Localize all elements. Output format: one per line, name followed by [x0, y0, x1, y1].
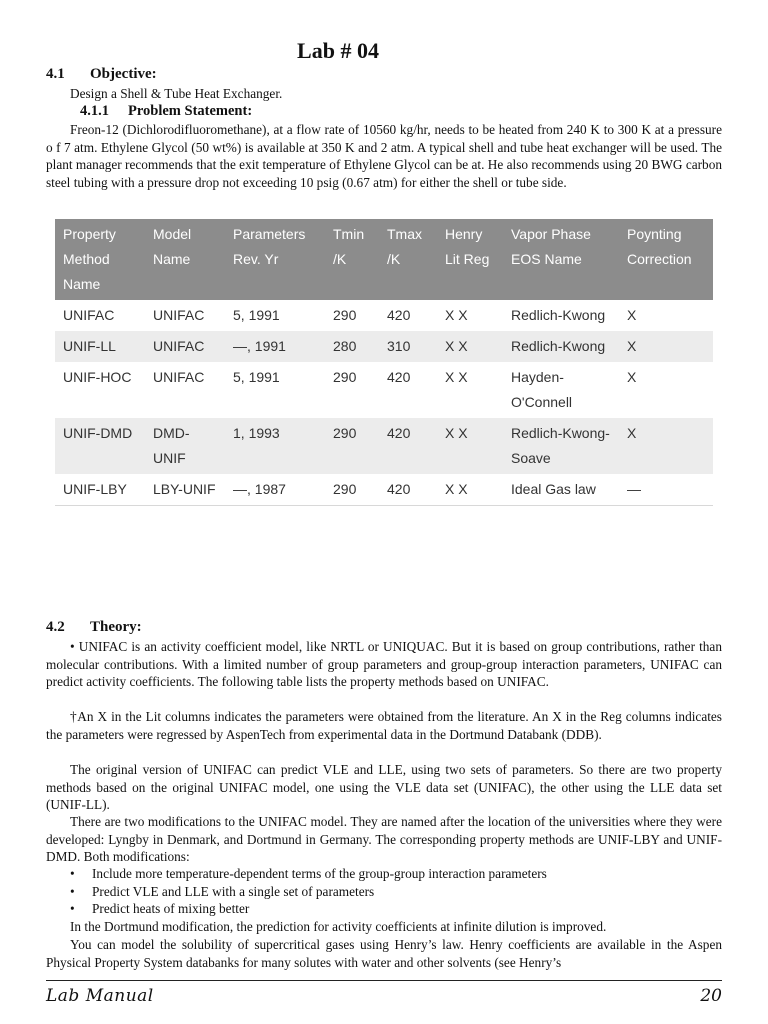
header-tmin: Tmin /K	[325, 219, 379, 300]
list-item: • Predict heats of mixing better	[68, 900, 722, 918]
cell-poynting: —	[619, 474, 713, 506]
cell-poynting: X	[627, 369, 637, 385]
cell-tmin: 290	[333, 307, 357, 323]
cell-tmax: 420	[379, 474, 437, 506]
cell-eos-link[interactable]: Redlich-Kwong-Soave	[503, 418, 619, 474]
objective-text: Design a Shell & Tube Heat Exchanger.	[70, 86, 283, 101]
objective-heading	[46, 66, 157, 83]
problem-title: Problem Statement:	[128, 103, 253, 119]
cell-henry: X X	[445, 369, 468, 385]
table-header-row	[55, 219, 713, 300]
header-tmax: Tmax /K	[379, 219, 437, 300]
cell-tmax: 420	[379, 418, 437, 474]
cell-poynting: X	[627, 307, 637, 323]
header-property-method: Property Method Name	[55, 219, 145, 300]
cell-method: UNIF-HOC	[63, 369, 132, 385]
header-poynting: Poynting Correction	[619, 219, 713, 300]
cell-poynting: X	[619, 331, 713, 362]
cell-model: UNIFAC	[153, 369, 205, 385]
theory-number: 4.2	[46, 619, 65, 635]
theory-title: Theory:	[90, 619, 142, 635]
footer-manual-label: Lab Manual	[46, 986, 154, 1006]
problem-text: Freon-12 (Dichlorodifluoromethane), at a flow rate of 10560 kg/hr, needs to be heated from 240 K to 300 K at a pressure o f 7 atm. Ethylene Glycol (50 wt%) is available at 350 K and 2 atm. A typical shell and tube heat exchanger will be used. The plant manager recommends that the exit temperature of Ethylene Glycol can be at. He also recommends using 20 BWG carbon steel tubing with a pressure drop not exceeding 10 psig (0.67 atm) for either the shell or tube side.	[46, 122, 722, 190]
list-item: • Include more temperature-dependent terms of the group-group interaction parameters	[68, 865, 722, 883]
theory-paragraph-4: There are two modifications to the UNIFAC model. They are named after the location of the universities where they were developed: Lyngby in Denmark, and Dortmund in Germany. The corresponding property methods are UNIF-LBY and UNIF-DMD. Both modifications:	[46, 814, 722, 864]
cell-henry: X X	[437, 474, 503, 506]
page-number: 20	[700, 986, 722, 1006]
cell-params: 1, 1993	[225, 418, 325, 474]
table-body	[55, 300, 713, 506]
table-row	[55, 418, 713, 474]
theory-paragraph-6: You can model the solubility of supercritical gases using Henry’s law. Henry coefficients are available in the Aspen Physical Property System databanks for many solutes with water and other solvents (see Henry’s	[46, 937, 722, 970]
cell-tmax: 310	[379, 331, 437, 362]
objective-title: Objective:	[90, 66, 157, 82]
table-row	[55, 300, 713, 331]
cell-tmin: 280	[325, 331, 379, 362]
cell-henry: X X	[445, 307, 468, 323]
table-row	[55, 331, 713, 362]
cell-params: 5, 1991	[233, 369, 280, 385]
cell-model: LBY-UNIF	[145, 474, 225, 506]
theory-paragraph-3: The original version of UNIFAC can predict VLE and LLE, using two sets of parameters. So there are two property methods based on the original UNIFAC model, one using the VLE data set (UNIFAC), the other using the LLE data set (UNIF-LL).	[46, 762, 722, 812]
problem-heading	[80, 103, 252, 120]
cell-method: UNIF-LL	[55, 331, 145, 362]
cell-henry: X X	[437, 331, 503, 362]
cell-eos: Redlich-Kwong	[503, 331, 619, 362]
cell-model: UNIFAC	[145, 331, 225, 362]
table-row	[55, 474, 713, 506]
page-title: Lab # 04	[297, 38, 379, 63]
cell-model: UNIFAC	[153, 307, 205, 323]
header-vapor-phase: Vapor Phase EOS Name	[503, 219, 619, 300]
cell-eos-link[interactable]: Ideal Gas law	[503, 474, 619, 506]
cell-model: DMD-UNIF	[145, 418, 225, 474]
theory-paragraph-5: In the Dortmund modification, the prediction for activity coefficients at infinite dilution is improved.	[70, 919, 607, 934]
footer-divider	[46, 980, 722, 981]
cell-method: UNIF-DMD	[55, 418, 145, 474]
cell-tmin: 290	[333, 369, 357, 385]
header-henry: Henry Lit Reg	[437, 219, 503, 300]
cell-method: UNIF-LBY	[55, 474, 145, 506]
modifications-list	[68, 865, 722, 918]
header-model-name: Model Name	[145, 219, 225, 300]
theory-paragraph-2: †An X in the Lit columns indicates the parameters were obtained from the literature. An X in the Reg columns indicates the parameters were regressed by AspenTech from experimental data in the Dortmund Databank (DDB).	[46, 709, 722, 742]
cell-eos-link[interactable]: Redlich-Kwong	[511, 307, 606, 323]
cell-tmin: 290	[325, 474, 379, 506]
cell-poynting: X	[619, 418, 713, 474]
cell-params: —, 1987	[225, 474, 325, 506]
cell-params: 5, 1991	[233, 307, 280, 323]
cell-eos-link[interactable]: Hayden-O'Connell	[511, 369, 573, 410]
header-parameters: Parameters Rev. Yr	[225, 219, 325, 300]
cell-tmax: 420	[387, 369, 411, 385]
cell-henry: X X	[437, 418, 503, 474]
objective-number: 4.1	[46, 66, 65, 82]
cell-method: UNIFAC	[63, 307, 115, 323]
list-item: • Predict VLE and LLE with a single set of parameters	[68, 883, 722, 901]
table-row	[55, 362, 713, 418]
cell-tmin: 290	[325, 418, 379, 474]
cell-params: —, 1991	[225, 331, 325, 362]
problem-number: 4.1.1	[80, 103, 109, 119]
theory-paragraph-1: • UNIFAC is an activity coefficient model, like NRTL or UNIQUAC. But it is based on group contributions, rather than molecular contributions. With a limited number of group parameters and group-group interaction parameters, UNIFAC can predict activity coefficients. The following table lists the property methods based on UNIFAC.	[46, 639, 722, 689]
theory-heading	[46, 619, 142, 636]
cell-tmax: 420	[387, 307, 411, 323]
property-methods-table	[55, 219, 713, 506]
